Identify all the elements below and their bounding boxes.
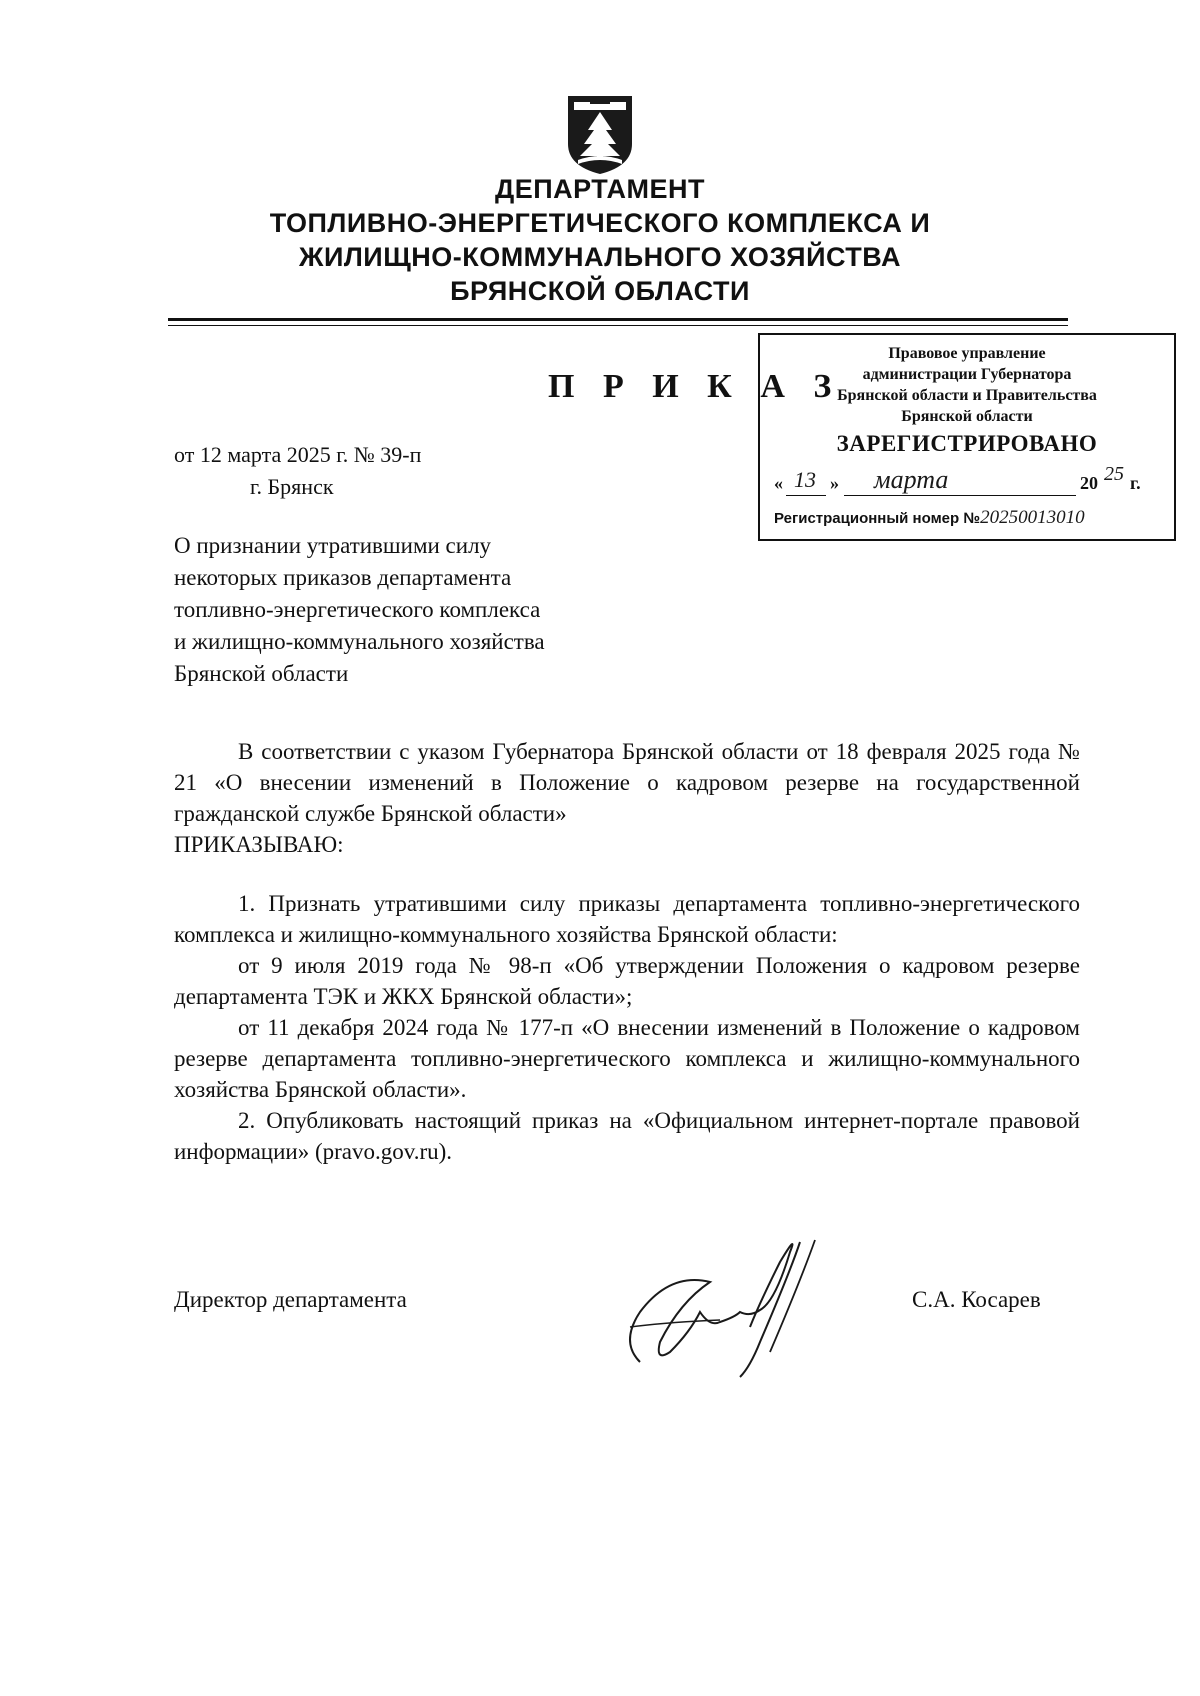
order-item-2: 2. Опубликовать настоящий приказ на «Официальном интернет-портале правовой информации» (pravo.gov.ru). [174,1108,1080,1164]
stamp-year-prefix: 20 [1080,473,1098,493]
registration-stamp [758,333,1176,541]
subject-line-4: и жилищно-коммунального хозяйства [174,629,545,654]
stamp-open-quote: « [774,473,783,493]
stamp-close-quote: » [830,473,839,493]
stamp-year-suffix: 25 [1104,463,1124,485]
signatory-name: С.А. Косарев [912,1287,1041,1312]
order-item-1: 1. Признать утратившими силу приказы департамента топливно-энергетического комплекса и жилищно-коммунального хозяйства Брянской области: [174,891,1080,947]
subject-line-2: некоторых приказов департамента [174,565,512,590]
order-preamble: В соответствии с указом Губернатора Брянской области от 18 февраля 2025 года № 21 «О внесении изменений в Положение о кадровом резерве на государственной гражданской службе Брянской области» [174,739,1080,826]
stamp-day: 13 [794,467,816,492]
header-rule-thin [168,325,1068,326]
department-header [150,172,1050,308]
order-date-number: от 12 марта 2025 г. № 39-п [174,442,422,467]
subject-line-1: О признании утратившими силу [174,533,492,558]
stamp-org-line-1: Правовое управление [888,345,1046,362]
order-subject [174,530,545,690]
stamp-reg-number: 20250013010 [980,507,1085,528]
stamp-registered-label: ЗАРЕГИСТРИРОВАНО [836,431,1098,456]
order-city: г. Брянск [250,474,334,499]
signatory-title: Директор департамента [174,1287,407,1312]
subject-line-3: топливно-энергетического комплекса [174,597,541,622]
order-command-word: ПРИКАЗЫВАЮ: [174,832,344,857]
handwritten-signature-icon [600,1232,840,1382]
header-rule-thick [168,318,1068,321]
stamp-reg-number-label: Регистрационный номер № [774,510,981,527]
bryansk-coat-of-arms-icon [564,92,636,176]
stamp-org-line-4: Брянской области [901,408,1033,425]
stamp-year-end: г. [1130,473,1141,493]
stamp-org-line-3: Брянской области и Правительства [837,387,1097,404]
order-preamble-block [174,736,1080,860]
document-type-title: П Р И К А З [548,368,842,405]
order-items [174,888,1080,1167]
stamp-org-line-2: администрации Губернатора [862,366,1072,383]
order-item-1-sub-2: от 11 декабря 2024 года № 177-п «О внесении изменений в Положение о кадровом резерве департамента топливно-энергетического комплекса и жилищно-коммунального хозяйства Брянской области». [174,1015,1080,1102]
stamp-reg-number-row [774,507,1170,529]
header-line-3: ЖИЛИЩНО-КОММУНАЛЬНОГО ХОЗЯЙСТВА [299,242,901,272]
order-item-1-sub-1: от 9 июля 2019 года № 98-п «Об утверждении Положения о кадровом резерве департамента ТЭК и ЖКХ Брянской области»; [174,953,1080,1009]
stamp-date-row [774,463,1164,499]
header-line-1: ДЕПАРТАМЕНТ [494,174,706,204]
subject-line-5: Брянской области [174,661,349,686]
stamp-month: марта [874,465,949,494]
header-line-4: БРЯНСКОЙ ОБЛАСТИ [450,276,750,306]
header-line-2: ТОПЛИВНО-ЭНЕРГЕТИЧЕСКОГО КОМПЛЕКСА И [269,208,931,238]
